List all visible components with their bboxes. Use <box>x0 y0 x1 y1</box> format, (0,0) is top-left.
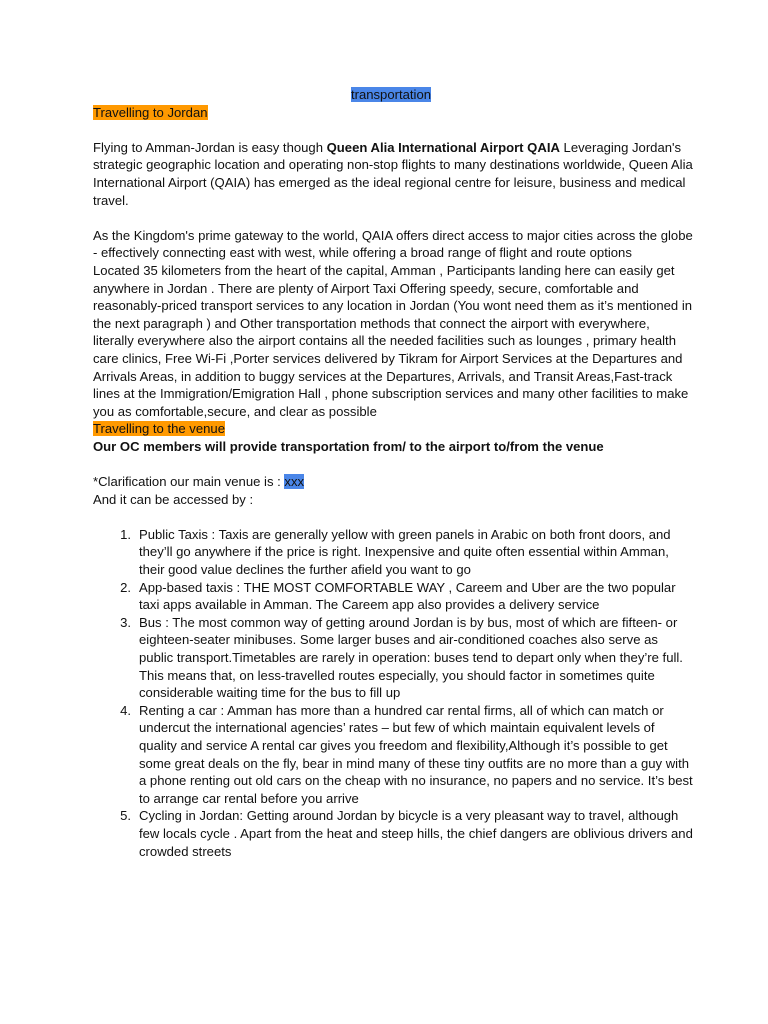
page-title: transportation <box>350 87 432 102</box>
list-item <box>93 807 693 860</box>
list-item-number: 1. <box>120 526 131 542</box>
blank-line <box>93 121 693 139</box>
section-heading-jordan <box>93 104 693 122</box>
list-item-number: 4. <box>120 702 131 718</box>
title-row <box>89 86 693 104</box>
paragraph-flying <box>93 139 693 209</box>
list-item-text: Bus : The most common way of getting around Jordan is by bus, most of which are fifteen- or eighteen-seater minibuses. Some larger buses and air-conditioned coaches also serve as public transport.Timetables are rarely in operation: buses tend to depart only when they’re full. This means that, on less-travelled routes especially, you should factor in sometimes quite considerable waiting time for the bus to fill up <box>139 614 683 701</box>
clarification-prefix: *Clarification our main venue is : <box>93 474 285 490</box>
blank-line <box>93 455 693 473</box>
list-item <box>93 614 693 702</box>
list-item <box>93 702 693 808</box>
venue-placeholder: xxx <box>284 474 305 490</box>
list-item-number: 3. <box>120 614 131 630</box>
oc-members-bold: Our OC members will provide transportation from/ to the airport to/from the venue <box>93 438 604 454</box>
section-heading-venue <box>93 420 693 438</box>
paragraph-flying-suffix: Leveraging Jordan's strategic geographic location and operating non-stop flights to many destinations worldwide, Queen Alia International Airport (QAIA) has emerged as the ideal regional centre for leisure, business and medical travel. <box>93 139 693 208</box>
document-page <box>93 86 693 860</box>
list-item <box>93 579 693 614</box>
blank-line <box>93 508 693 526</box>
list-item-text: Cycling in Jordan: Getting around Jordan by bicycle is a very pleasant way to travel, although few locals cycle . Apart from the heat and steep hills, the chief dangers are oblivious drivers and crowded streets <box>139 808 693 859</box>
list-item-text: Renting a car : Amman has more than a hundred car rental firms, all of which can match or undercut the international agencies’ rates – but few of which maintain equivalent levels of quality and service A rental car gives you freedom and flexibility,Although it’s possible to get some great deals on the fly, bear in mind many of these tiny outfits are no more than a guy with a phone renting out old cars on the cheap with no insurance, no papers and no service. It’s best to arrange car rental before you arrive <box>139 702 693 806</box>
heading-travelling-to-venue: Travelling to the venue <box>93 421 225 437</box>
list-item-text: App-based taxis : THE MOST COMFORTABLE WAY , Careem and Uber are the two popular taxi apps available in Amman. The Careem app also provides a delivery service <box>139 579 676 613</box>
paragraph-location: Located 35 kilometers from the heart of the capital, Amman , Participants landing here can easily get anywhere in Jordan . There are plenty of Airport Taxi Offering speedy, secure, comfortable and reasonably-priced transport services to any location in Jordan (You wont need them as it’s mentioned in the next paragraph ) and Other transportation methods that connect the airport with everywhere, literally everywhere also the airport contains all the needed facilities such as lounges , primary health care clinics, Free Wi-Fi ,Porter services delivered by Tikram for Airport Services at the Departures and Arrivals Areas, in addition to buggy services at the Departures, Arrivals, and Transit Areas,Fast-track lines at the Immigration/Emigration Hall , phone subscription services and many other facilities to make you as comfortable,secure, and clear as possible <box>93 262 693 419</box>
blank-line <box>93 209 693 227</box>
clarification-line <box>93 473 693 491</box>
list-item-text: Public Taxis : Taxis are generally yellow with green panels in Arabic on both front doors, and they’ll go anywhere if the price is right. Inexpensive and quite often essential within Amman, their good value declines the further afield you want to go <box>139 526 671 578</box>
heading-travelling-to-jordan: Travelling to Jordan <box>93 104 208 120</box>
list-item-number: 5. <box>120 808 131 824</box>
access-line: And it can be accessed by : <box>93 491 254 507</box>
airport-name-bold: Queen Alia International Airport QAIA <box>326 139 560 155</box>
transport-options-list <box>93 526 693 860</box>
oc-members-line <box>93 438 693 456</box>
paragraph-gateway: As the Kingdom's prime gateway to the world, QAIA offers direct access to major cities across the globe - effectively connecting east with west, while offering a broad range of flight and route options <box>93 227 693 261</box>
list-item <box>93 526 693 579</box>
list-item-number: 2. <box>120 579 131 595</box>
paragraph-flying-prefix: Flying to Amman-Jordan is easy though <box>93 139 327 155</box>
